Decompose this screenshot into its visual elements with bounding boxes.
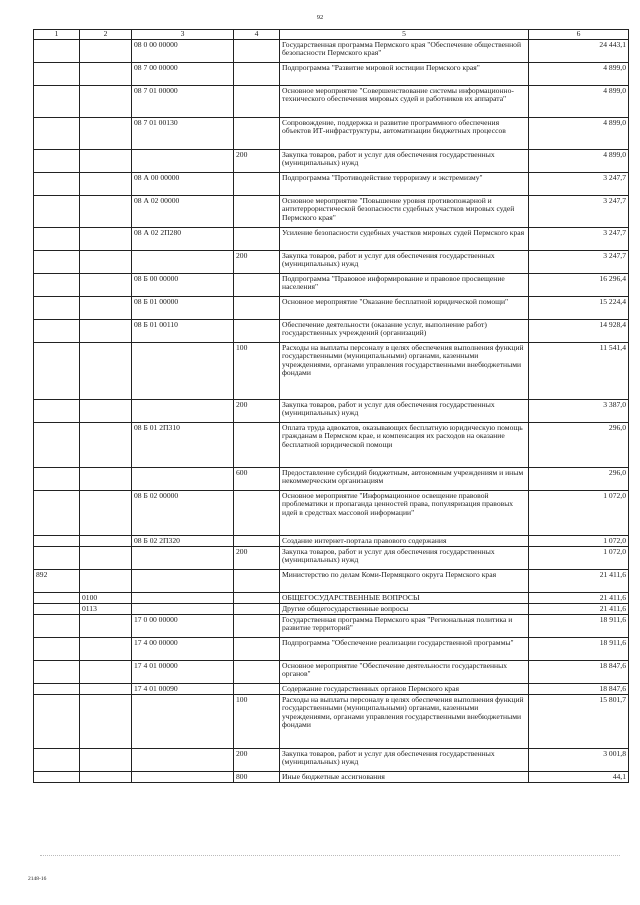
- target-article-cell: 08 0 00 00000: [132, 39, 234, 62]
- expense-type-cell: [234, 569, 280, 592]
- amount-cell: 4 899,0: [529, 149, 629, 172]
- amount-cell: 15 801,7: [529, 694, 629, 748]
- target-article-cell: [132, 592, 234, 603]
- expense-type-cell: [234, 39, 280, 62]
- table-row: [34, 172, 629, 195]
- page-number: 92: [316, 14, 324, 21]
- table-row: [34, 546, 629, 569]
- expense-type-cell: 200: [234, 399, 280, 422]
- amount-cell: 14 928,4: [529, 319, 629, 342]
- table-row: [34, 603, 629, 614]
- table-row: [34, 250, 629, 273]
- ministry-code-cell: [34, 399, 80, 422]
- amount-cell: 4 899,0: [529, 62, 629, 85]
- ministry-code-cell: [34, 422, 80, 467]
- expense-type-cell: [234, 296, 280, 319]
- amount-cell: 296,0: [529, 467, 629, 490]
- table-row: [34, 62, 629, 85]
- table-row: [34, 569, 629, 592]
- ministry-code-cell: [34, 603, 80, 614]
- amount-cell: 44,1: [529, 771, 629, 782]
- table-row: [34, 399, 629, 422]
- section-code-cell: [80, 546, 132, 569]
- section-code-cell: [80, 195, 132, 227]
- ministry-code-cell: [34, 467, 80, 490]
- amount-cell: 3 247,7: [529, 172, 629, 195]
- target-article-cell: [132, 569, 234, 592]
- section-code-cell: [80, 319, 132, 342]
- table-row: [34, 342, 629, 399]
- target-article-cell: 08 Б 01 2П310: [132, 422, 234, 467]
- amount-cell: 15 224,4: [529, 296, 629, 319]
- section-code-cell: [80, 660, 132, 683]
- amount-cell: 3 247,7: [529, 227, 629, 250]
- budget-table: [33, 29, 629, 783]
- ministry-code-cell: [34, 694, 80, 748]
- column-header: 4: [234, 30, 280, 40]
- table-row: [34, 683, 629, 694]
- amount-cell: 18 847,6: [529, 683, 629, 694]
- ministry-code-cell: [34, 637, 80, 660]
- target-article-cell: 08 А 00 00000: [132, 172, 234, 195]
- ministry-code-cell: [34, 273, 80, 296]
- section-code-cell: [80, 250, 132, 273]
- expense-type-cell: 200: [234, 250, 280, 273]
- expense-type-cell: [234, 195, 280, 227]
- section-code-cell: [80, 771, 132, 782]
- amount-cell: 24 443,1: [529, 39, 629, 62]
- target-article-cell: [132, 771, 234, 782]
- expense-type-cell: [234, 603, 280, 614]
- amount-cell: 1 072,0: [529, 546, 629, 569]
- expense-type-cell: [234, 273, 280, 296]
- amount-cell: 21 411,6: [529, 592, 629, 603]
- amount-cell: 3 247,7: [529, 195, 629, 227]
- ministry-code-cell: [34, 535, 80, 546]
- item-name-cell: Закупка товаров, работ и услуг для обеспечения государственных (муниципальных) нужд: [280, 748, 529, 771]
- expense-type-cell: 800: [234, 771, 280, 782]
- table-row: [34, 771, 629, 782]
- item-name-cell: Иные бюджетные ассигнования: [280, 771, 529, 782]
- column-header: 1: [34, 30, 80, 40]
- section-code-cell: [80, 399, 132, 422]
- target-article-cell: 08 7 01 00130: [132, 117, 234, 149]
- ministry-code-cell: [34, 195, 80, 227]
- target-article-cell: [132, 546, 234, 569]
- target-article-cell: 08 7 00 00000: [132, 62, 234, 85]
- item-name-cell: Расходы на выплаты персоналу в целях обеспечения выполнения функций государственными (муниципальными) органами, казенными учреждениями, органами управления государственными внебюджетными фондами: [280, 694, 529, 748]
- expense-type-cell: [234, 683, 280, 694]
- ministry-code-cell: [34, 592, 80, 603]
- amount-cell: 18 911,6: [529, 614, 629, 637]
- expense-type-cell: [234, 490, 280, 535]
- ministry-code-cell: [34, 660, 80, 683]
- item-name-cell: Другие общегосударственные вопросы: [280, 603, 529, 614]
- table-row: [34, 490, 629, 535]
- amount-cell: 3 247,7: [529, 250, 629, 273]
- ministry-code-cell: 892: [34, 569, 80, 592]
- target-article-cell: 08 Б 02 00000: [132, 490, 234, 535]
- item-name-cell: Закупка товаров, работ и услуг для обеспечения государственных (муниципальных) нужд: [280, 149, 529, 172]
- column-header: 3: [132, 30, 234, 40]
- section-code-cell: 0113: [80, 603, 132, 614]
- table-row: [34, 748, 629, 771]
- target-article-cell: [132, 250, 234, 273]
- table-row: [34, 694, 629, 748]
- item-name-cell: Основное мероприятие "Повышение уровня противопожарной и антитеррористической безопасности судебных участков мировых судей Пермского края": [280, 195, 529, 227]
- target-article-cell: 08 Б 01 00110: [132, 319, 234, 342]
- expense-type-cell: 200: [234, 149, 280, 172]
- table-row: [34, 467, 629, 490]
- target-article-cell: [132, 149, 234, 172]
- ministry-code-cell: [34, 250, 80, 273]
- expense-type-cell: [234, 227, 280, 250]
- column-header: 5: [280, 30, 529, 40]
- expense-type-cell: [234, 660, 280, 683]
- amount-cell: 4 899,0: [529, 117, 629, 149]
- section-code-cell: [80, 467, 132, 490]
- section-code-cell: [80, 490, 132, 535]
- ministry-code-cell: [34, 683, 80, 694]
- table-row: [34, 273, 629, 296]
- amount-cell: 18 911,6: [529, 637, 629, 660]
- item-name-cell: Закупка товаров, работ и услуг для обеспечения государственных (муниципальных) нужд: [280, 250, 529, 273]
- table-row: [34, 195, 629, 227]
- item-name-cell: Обеспечение деятельности (оказание услуг, выполнение работ) государственных учреждений (организаций): [280, 319, 529, 342]
- column-header: 6: [529, 30, 629, 40]
- section-code-cell: [80, 62, 132, 85]
- expense-type-cell: [234, 172, 280, 195]
- item-name-cell: Создание интернет-портала правового содержания: [280, 535, 529, 546]
- target-article-cell: [132, 603, 234, 614]
- expense-type-cell: [234, 592, 280, 603]
- amount-cell: 21 411,6: [529, 569, 629, 592]
- item-name-cell: Расходы на выплаты персоналу в целях обеспечения выполнения функций государственными (муниципальными) органами, казенными учреждениями, органами управления государственными внебюджетными фондами: [280, 342, 529, 399]
- table-row: [34, 319, 629, 342]
- table-row: [34, 85, 629, 117]
- target-article-cell: 08 А 02 00000: [132, 195, 234, 227]
- ministry-code-cell: [34, 319, 80, 342]
- section-code-cell: [80, 273, 132, 296]
- expense-type-cell: [234, 422, 280, 467]
- expense-type-cell: 100: [234, 342, 280, 399]
- section-code-cell: [80, 227, 132, 250]
- target-article-cell: [132, 399, 234, 422]
- table-row: [34, 117, 629, 149]
- amount-cell: 1 072,0: [529, 490, 629, 535]
- amount-cell: 4 899,0: [529, 85, 629, 117]
- target-article-cell: 08 Б 01 00000: [132, 296, 234, 319]
- target-article-cell: [132, 694, 234, 748]
- table-row: [34, 614, 629, 637]
- amount-cell: 11 541,4: [529, 342, 629, 399]
- ministry-code-cell: [34, 227, 80, 250]
- table-row: [34, 296, 629, 319]
- target-article-cell: 08 Б 02 2П320: [132, 535, 234, 546]
- item-name-cell: Предоставление субсидий бюджетным, автономным учреждениям и иным некоммерческим организациям: [280, 467, 529, 490]
- item-name-cell: Основное мероприятие "Совершенствование системы информационно-технического обеспечения мировых судей и работников их аппарата": [280, 85, 529, 117]
- item-name-cell: Закупка товаров, работ и услуг для обеспечения государственных (муниципальных) нужд: [280, 546, 529, 569]
- amount-cell: 16 296,4: [529, 273, 629, 296]
- table-row: [34, 227, 629, 250]
- item-name-cell: Сопровождение, поддержка и развитие программного обеспечения объектов ИТ-инфраструктуры, автоматизации бюджетных процессов: [280, 117, 529, 149]
- section-code-cell: 0100: [80, 592, 132, 603]
- expense-type-cell: [234, 319, 280, 342]
- expense-type-cell: [234, 117, 280, 149]
- ministry-code-cell: [34, 614, 80, 637]
- section-code-cell: [80, 39, 132, 62]
- section-code-cell: [80, 694, 132, 748]
- target-article-cell: [132, 467, 234, 490]
- target-article-cell: 17 4 01 00000: [132, 660, 234, 683]
- target-article-cell: 08 7 01 00000: [132, 85, 234, 117]
- ministry-code-cell: [34, 62, 80, 85]
- item-name-cell: Государственная программа Пермского края "Региональная политика и развитие территорий": [280, 614, 529, 637]
- section-code-cell: [80, 637, 132, 660]
- item-name-cell: Министерство по делам Коми-Пермяцкого округа Пермского края: [280, 569, 529, 592]
- item-name-cell: Основное мероприятие "Оказание бесплатной юридической помощи": [280, 296, 529, 319]
- amount-cell: 3 001,8: [529, 748, 629, 771]
- expense-type-cell: 600: [234, 467, 280, 490]
- section-code-cell: [80, 569, 132, 592]
- ministry-code-cell: [34, 342, 80, 399]
- section-code-cell: [80, 296, 132, 319]
- section-code-cell: [80, 342, 132, 399]
- table-row: [34, 149, 629, 172]
- amount-cell: 21 411,6: [529, 603, 629, 614]
- amount-cell: 18 847,6: [529, 660, 629, 683]
- expense-type-cell: [234, 535, 280, 546]
- expense-type-cell: 200: [234, 546, 280, 569]
- section-code-cell: [80, 422, 132, 467]
- item-name-cell: Подпрограмма "Развитие мировой юстиции Пермского края": [280, 62, 529, 85]
- ministry-code-cell: [34, 117, 80, 149]
- target-article-cell: 17 4 00 00000: [132, 637, 234, 660]
- ministry-code-cell: [34, 771, 80, 782]
- amount-cell: 3 387,0: [529, 399, 629, 422]
- table-row: [34, 422, 629, 467]
- item-name-cell: Основное мероприятие "Обеспечение деятельности государственных органов": [280, 660, 529, 683]
- section-code-cell: [80, 85, 132, 117]
- amount-cell: 296,0: [529, 422, 629, 467]
- target-article-cell: [132, 342, 234, 399]
- target-article-cell: 17 4 01 00090: [132, 683, 234, 694]
- ministry-code-cell: [34, 296, 80, 319]
- ministry-code-cell: [34, 546, 80, 569]
- item-name-cell: Подпрограмма "Правовое информирование и правовое просвещение населения": [280, 273, 529, 296]
- item-name-cell: Закупка товаров, работ и услуг для обеспечения государственных (муниципальных) нужд: [280, 399, 529, 422]
- item-name-cell: Оплата труда адвокатов, оказывающих бесплатную юридическую помощь гражданам в Пермском крае, и компенсация их расходов на оказание бесплатной юридической помощи: [280, 422, 529, 467]
- target-article-cell: 08 А 02 2П280: [132, 227, 234, 250]
- ministry-code-cell: [34, 172, 80, 195]
- item-name-cell: Подпрограмма "Противодействие терроризму и экстремизму": [280, 172, 529, 195]
- section-code-cell: [80, 614, 132, 637]
- ministry-code-cell: [34, 39, 80, 62]
- section-code-cell: [80, 748, 132, 771]
- ministry-code-cell: [34, 748, 80, 771]
- expense-type-cell: [234, 614, 280, 637]
- table-row: [34, 535, 629, 546]
- expense-type-cell: [234, 85, 280, 117]
- item-name-cell: Государственная программа Пермского края "Обеспечение общественной безопасности Пермского края": [280, 39, 529, 62]
- expense-type-cell: 200: [234, 748, 280, 771]
- item-name-cell: Содержание государственных органов Пермского края: [280, 683, 529, 694]
- section-code-cell: [80, 535, 132, 546]
- item-name-cell: Основное мероприятие "Информационное освещение правовой проблематики и пропаганда ценностей права, популяризация правовых идей в средствах массовой информации": [280, 490, 529, 535]
- ministry-code-cell: [34, 490, 80, 535]
- expense-type-cell: 100: [234, 694, 280, 748]
- item-name-cell: ОБЩЕГОСУДАРСТВЕННЫЕ ВОПРОСЫ: [280, 592, 529, 603]
- table-row: [34, 637, 629, 660]
- column-header: 2: [80, 30, 132, 40]
- table-row: [34, 39, 629, 62]
- table-header-row: [34, 30, 629, 40]
- target-article-cell: 17 0 00 00000: [132, 614, 234, 637]
- table-row: [34, 592, 629, 603]
- ministry-code-cell: [34, 85, 80, 117]
- scan-artifact-line: [40, 855, 620, 860]
- document-code: 2148-16: [28, 876, 47, 882]
- section-code-cell: [80, 117, 132, 149]
- section-code-cell: [80, 172, 132, 195]
- ministry-code-cell: [34, 149, 80, 172]
- expense-type-cell: [234, 62, 280, 85]
- target-article-cell: 08 Б 00 00000: [132, 273, 234, 296]
- table-row: [34, 660, 629, 683]
- item-name-cell: Усиление безопасности судебных участков мировых судей Пермского края: [280, 227, 529, 250]
- amount-cell: 1 072,0: [529, 535, 629, 546]
- item-name-cell: Подпрограмма "Обеспечение реализации государственной программы": [280, 637, 529, 660]
- section-code-cell: [80, 149, 132, 172]
- target-article-cell: [132, 748, 234, 771]
- section-code-cell: [80, 683, 132, 694]
- expense-type-cell: [234, 637, 280, 660]
